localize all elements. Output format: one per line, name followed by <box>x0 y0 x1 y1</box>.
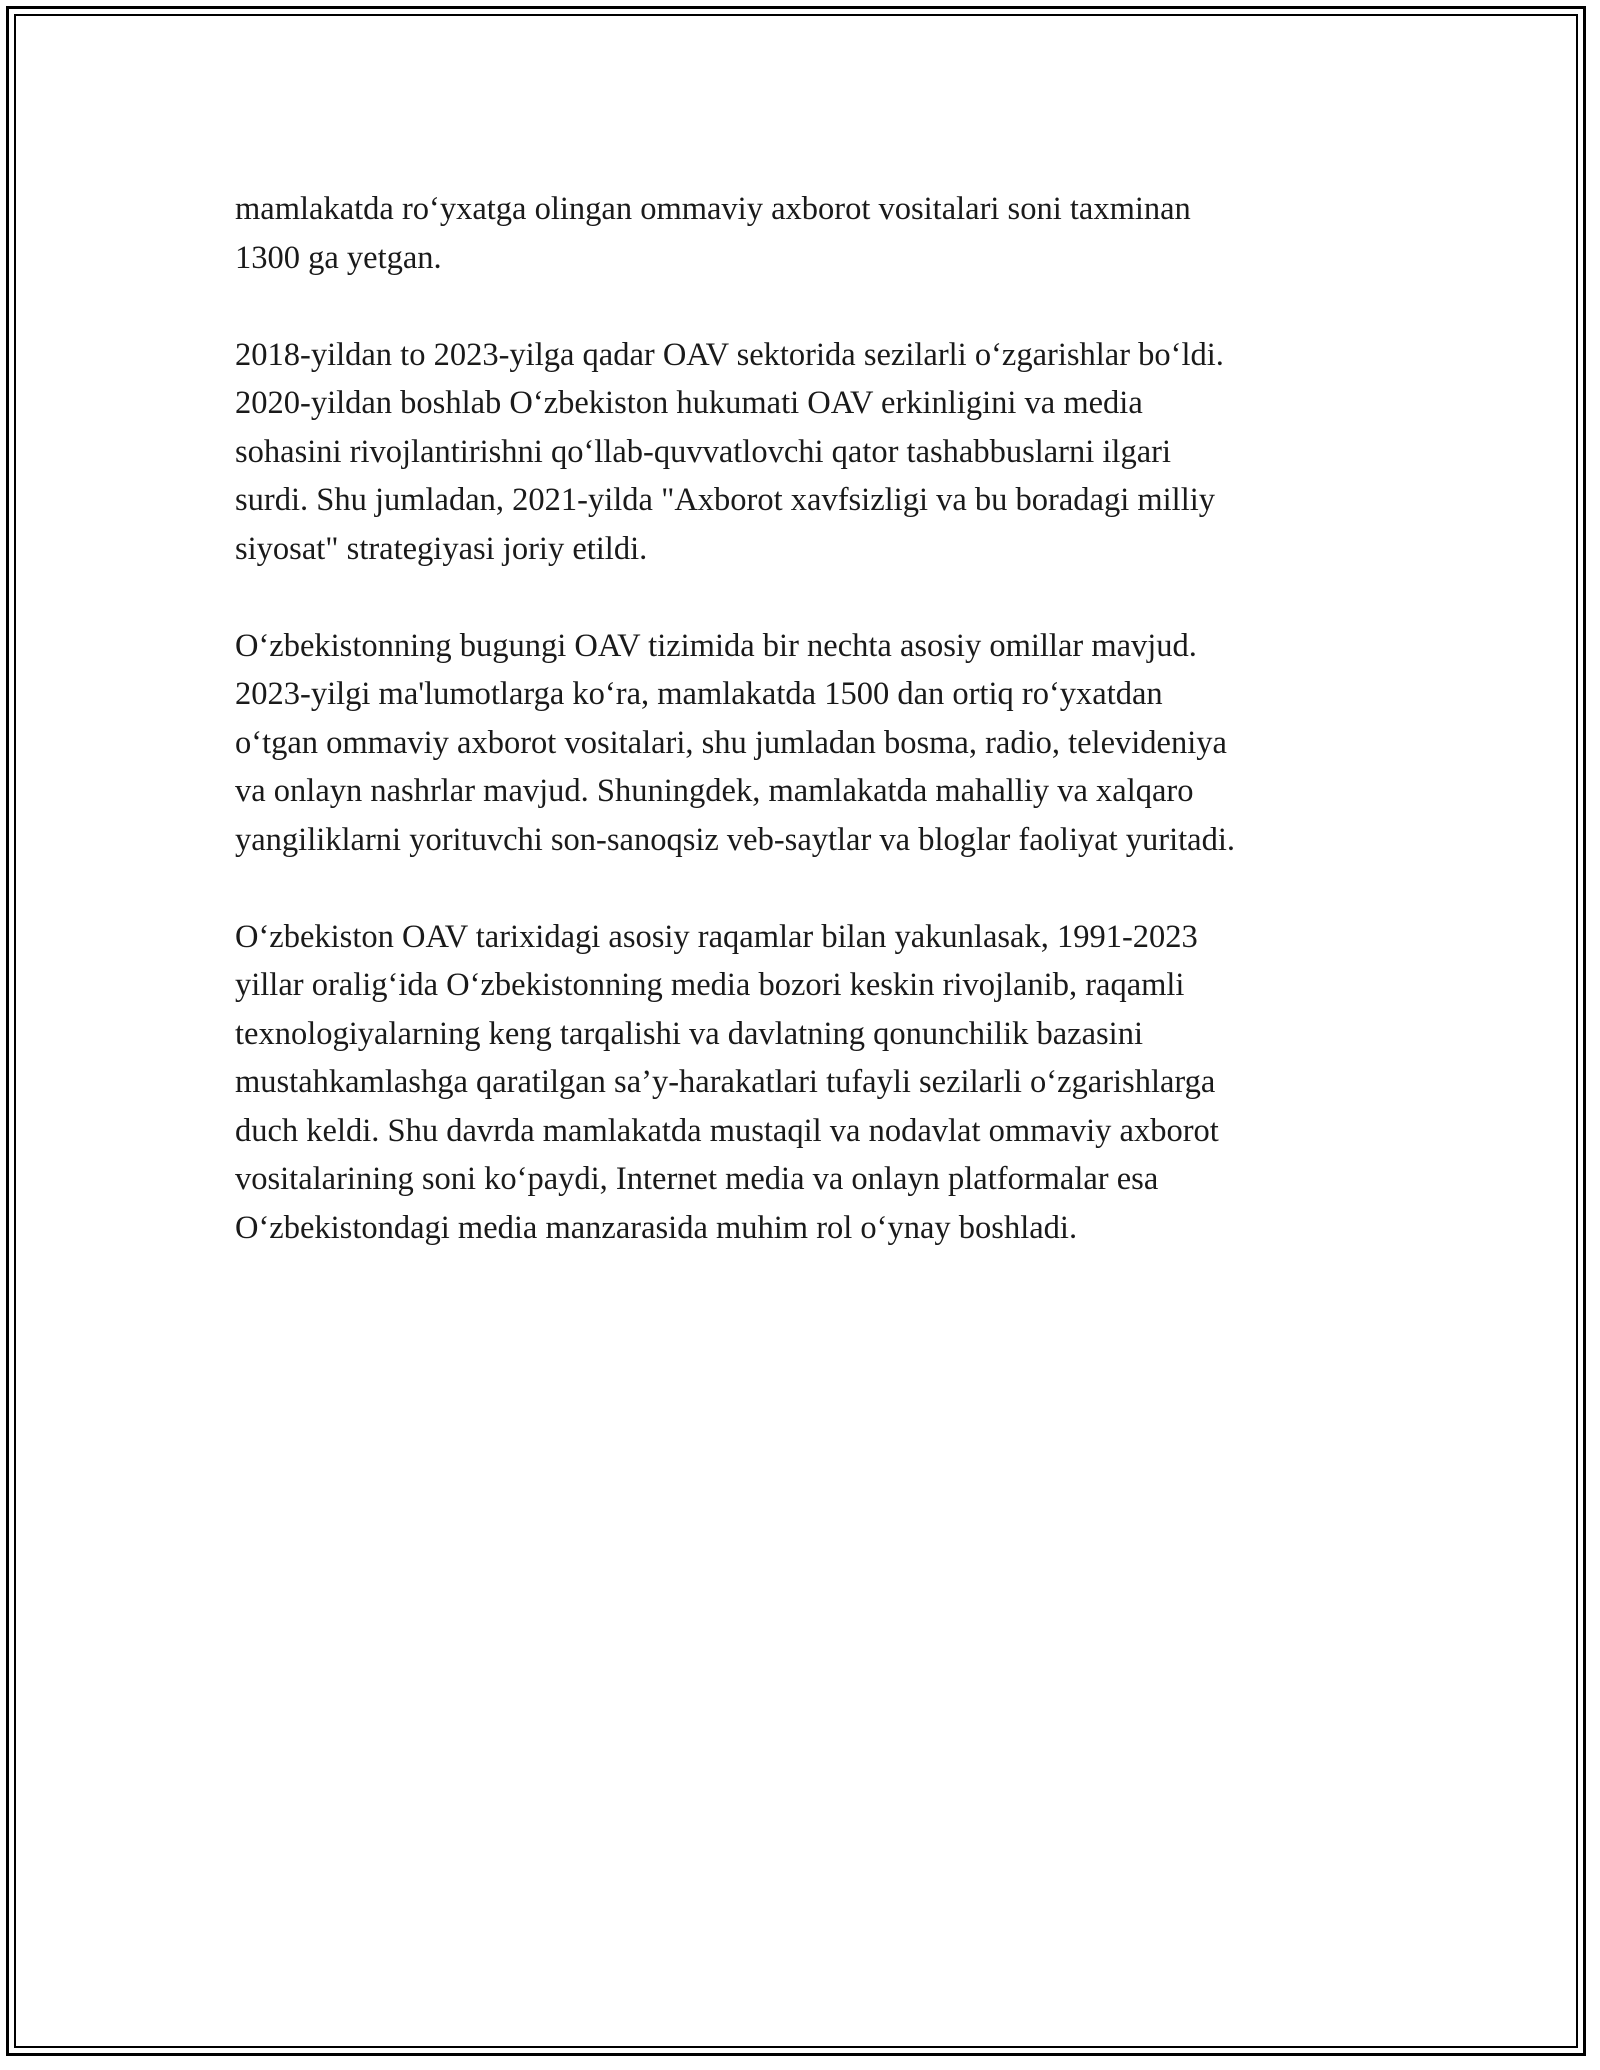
text-line: 1300 ga yetgan. <box>235 239 442 276</box>
text-line: yangiliklarni yorituvchi son-sanoqsiz veb-saytlar va bloglar faoliyat yuritadi. <box>235 821 1236 858</box>
paragraph-4 <box>235 913 1375 1253</box>
text-line: siyosat" strategiyasi joriy etildi. <box>235 530 648 567</box>
text-line: O‘zbekistonning bugungi OAV tizimida bir nechta asosiy omillar mavjud. <box>235 627 1197 664</box>
text-line: mustahkamlashga qaratilgan sa’y-harakatlari tufayli sezilarli o‘zgarishlarga <box>235 1064 1216 1100</box>
text-line: mamlakatda ro‘yxatga olingan ommaviy axborot vositalari soni taxminan <box>235 191 1191 227</box>
text-line: sohasini rivojlantirishni qo‘llab-quvvatlovchi qator tashabbuslarni ilgari <box>235 433 1171 470</box>
text-line: o‘tgan ommaviy axborot vositalari, shu jumladan bosma, radio, televideniya <box>235 724 1227 761</box>
text-line: 2018-yildan to 2023-yilga qadar OAV sektorida sezilarli o‘zgarishlar bo‘ldi. <box>235 336 1224 373</box>
text-line: duch keldi. Shu davrda mamlakatda mustaqil va nodavlat ommaviy axborot <box>235 1112 1219 1149</box>
text-line: O‘zbekistondagi media manzarasida muhim rol o‘ynay boshladi. <box>235 1209 1078 1246</box>
paragraph-2 <box>235 331 1375 574</box>
text-line: vositalarining soni ko‘paydi, Internet media va onlayn platformalar esa <box>235 1161 1159 1197</box>
paragraph-1 <box>235 185 1375 282</box>
text-line: 2023-yilgi ma'lumotlarga ko‘ra, mamlakatda 1500 dan ortiq ro‘yxatdan <box>235 676 1163 712</box>
text-line: 2020-yildan boshlab O‘zbekiston hukumati OAV erkinligini va media <box>235 385 1143 421</box>
text-line: yillar oralig‘ida O‘zbekistonning media bozori keskin rivojlanib, raqamli <box>235 967 1185 1003</box>
document-body <box>235 185 1375 1301</box>
text-line: surdi. Shu jumladan, 2021-yilda "Axborot xavfsizligi va bu boradagi milliy <box>235 482 1215 518</box>
text-line: texnologiyalarning keng tarqalishi va davlatning qonunchilik bazasini <box>235 1015 1143 1052</box>
text-line: O‘zbekiston OAV tarixidagi asosiy raqamlar bilan yakunlasak, 1991-2023 <box>235 918 1198 955</box>
text-line: va onlayn nashrlar mavjud. Shuningdek, mamlakatda mahalliy va xalqaro <box>235 773 1194 809</box>
paragraph-3 <box>235 622 1375 865</box>
